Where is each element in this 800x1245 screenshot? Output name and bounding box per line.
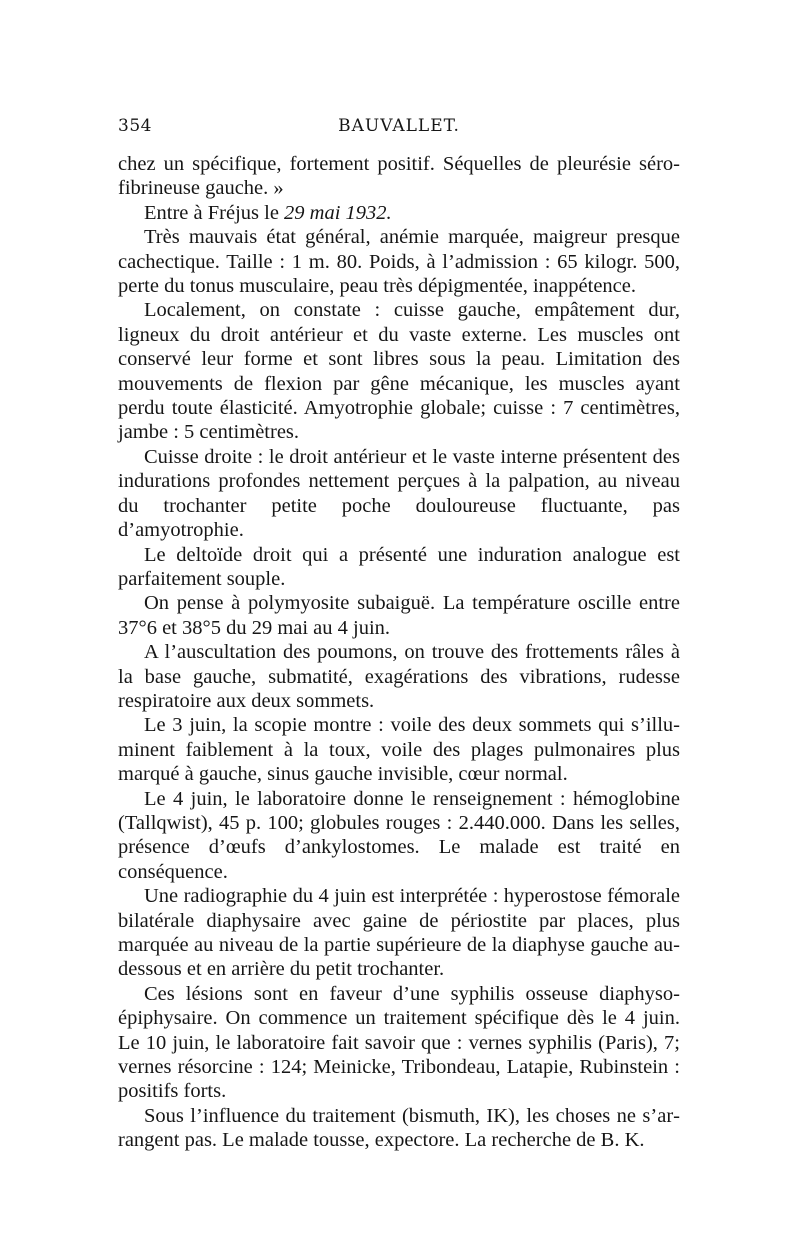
- body-text: [118, 152, 680, 1153]
- entry-text: Entre à Fréjus le: [144, 201, 279, 224]
- paragraph: Le 4 juin, le laboratoire donne le renseignement : hémoglobine (Tallqwist), 45 p. 100; globules rouges : 2.440.000. Dans les selles, présence d’œufs d’ankylostomes. Le malade est traité en conséquence.: [118, 787, 680, 883]
- paragraph: Sous l’influence du traitement (bismuth, IK), les choses ne s’arrangent pas. Le malade tousse, expectore. La recherche de B. K.: [118, 1104, 680, 1152]
- paragraph: Ces lésions sont en faveur d’une syphilis osseuse diaphysoépiphysaire. On commence un traitement spécifique dès le 4 juin. Le 10 juin, le laboratoire fait savoir que : vernes syphilis (Paris), 7; vernes résorcine : 124; Meinicke, Tribondeau, Latapie, Rubinstein : positifs forts.: [118, 982, 680, 1103]
- entry-date: 29 mai 1932.: [284, 201, 392, 224]
- page-number: 354: [118, 116, 152, 136]
- paragraph: On pense à polymyosite subaiguë. La température oscille entre 37°6 et 38°5 du 29 mai au 4 juin.: [118, 592, 680, 639]
- paragraph: chez un spécifique, fortement positif. Séquelles de pleurésie sérofibrineuse gauche. »: [118, 153, 680, 200]
- paragraph: Très mauvais état général, anémie marquée, maigreur presque cachectique. Taille : 1 m. 80. Poids, à l’admission : 65 kilogr. 500, perte du tonus musculaire, peau très dépigmentée, inappétence.: [118, 226, 680, 298]
- paragraph: A l’auscultation des poumons, on trouve des frottements râles à la base gauche, submatité, exagérations des vibrations, rudesse respiratoire aux deux sommets.: [118, 641, 680, 712]
- page-header: [118, 116, 680, 142]
- paragraph: Localement, on constate : cuisse gauche, empâtement dur, ligneux du droit antérieur et du vaste externe. Les muscles ont conservé leur forme et sont libres sous la peau. Limitation des mouvements de flexion par gêne mécanique, les muscles ayant perdu toute élasticité. Amyotrophie globale; cuisse : 7 centimètres, jambe : 5 centimètres.: [118, 299, 680, 444]
- paragraph: Une radiographie du 4 juin est interprétée : hyperostose fémorale bilatérale diaphysaire avec gaine de périostite par places, plus marquée au niveau de la partie supérieure de la diaphyse gauche au-dessous et en arrière du petit trochanter.: [118, 885, 680, 981]
- paragraph: Le deltoïde droit qui a présenté une induration analogue est parfaitement souple.: [118, 543, 680, 590]
- paragraph: Cuisse droite : le droit antérieur et le vaste interne présentent des indurations profondes nettement perçues à la palpation, au niveau du trochanter petite poche douloureuse fluctuante, pas d’amyotrophie.: [118, 445, 680, 542]
- paragraph: Le 3 juin, la scopie montre : voile des deux sommets qui s’illuminent faiblement à la toux, voile des plages pulmonaires plus marqué à gauche, sinus gauche invisible, cœur normal.: [118, 714, 680, 786]
- running-head: BAUVALLET.: [338, 116, 460, 136]
- paragraph-entry: [118, 201, 680, 225]
